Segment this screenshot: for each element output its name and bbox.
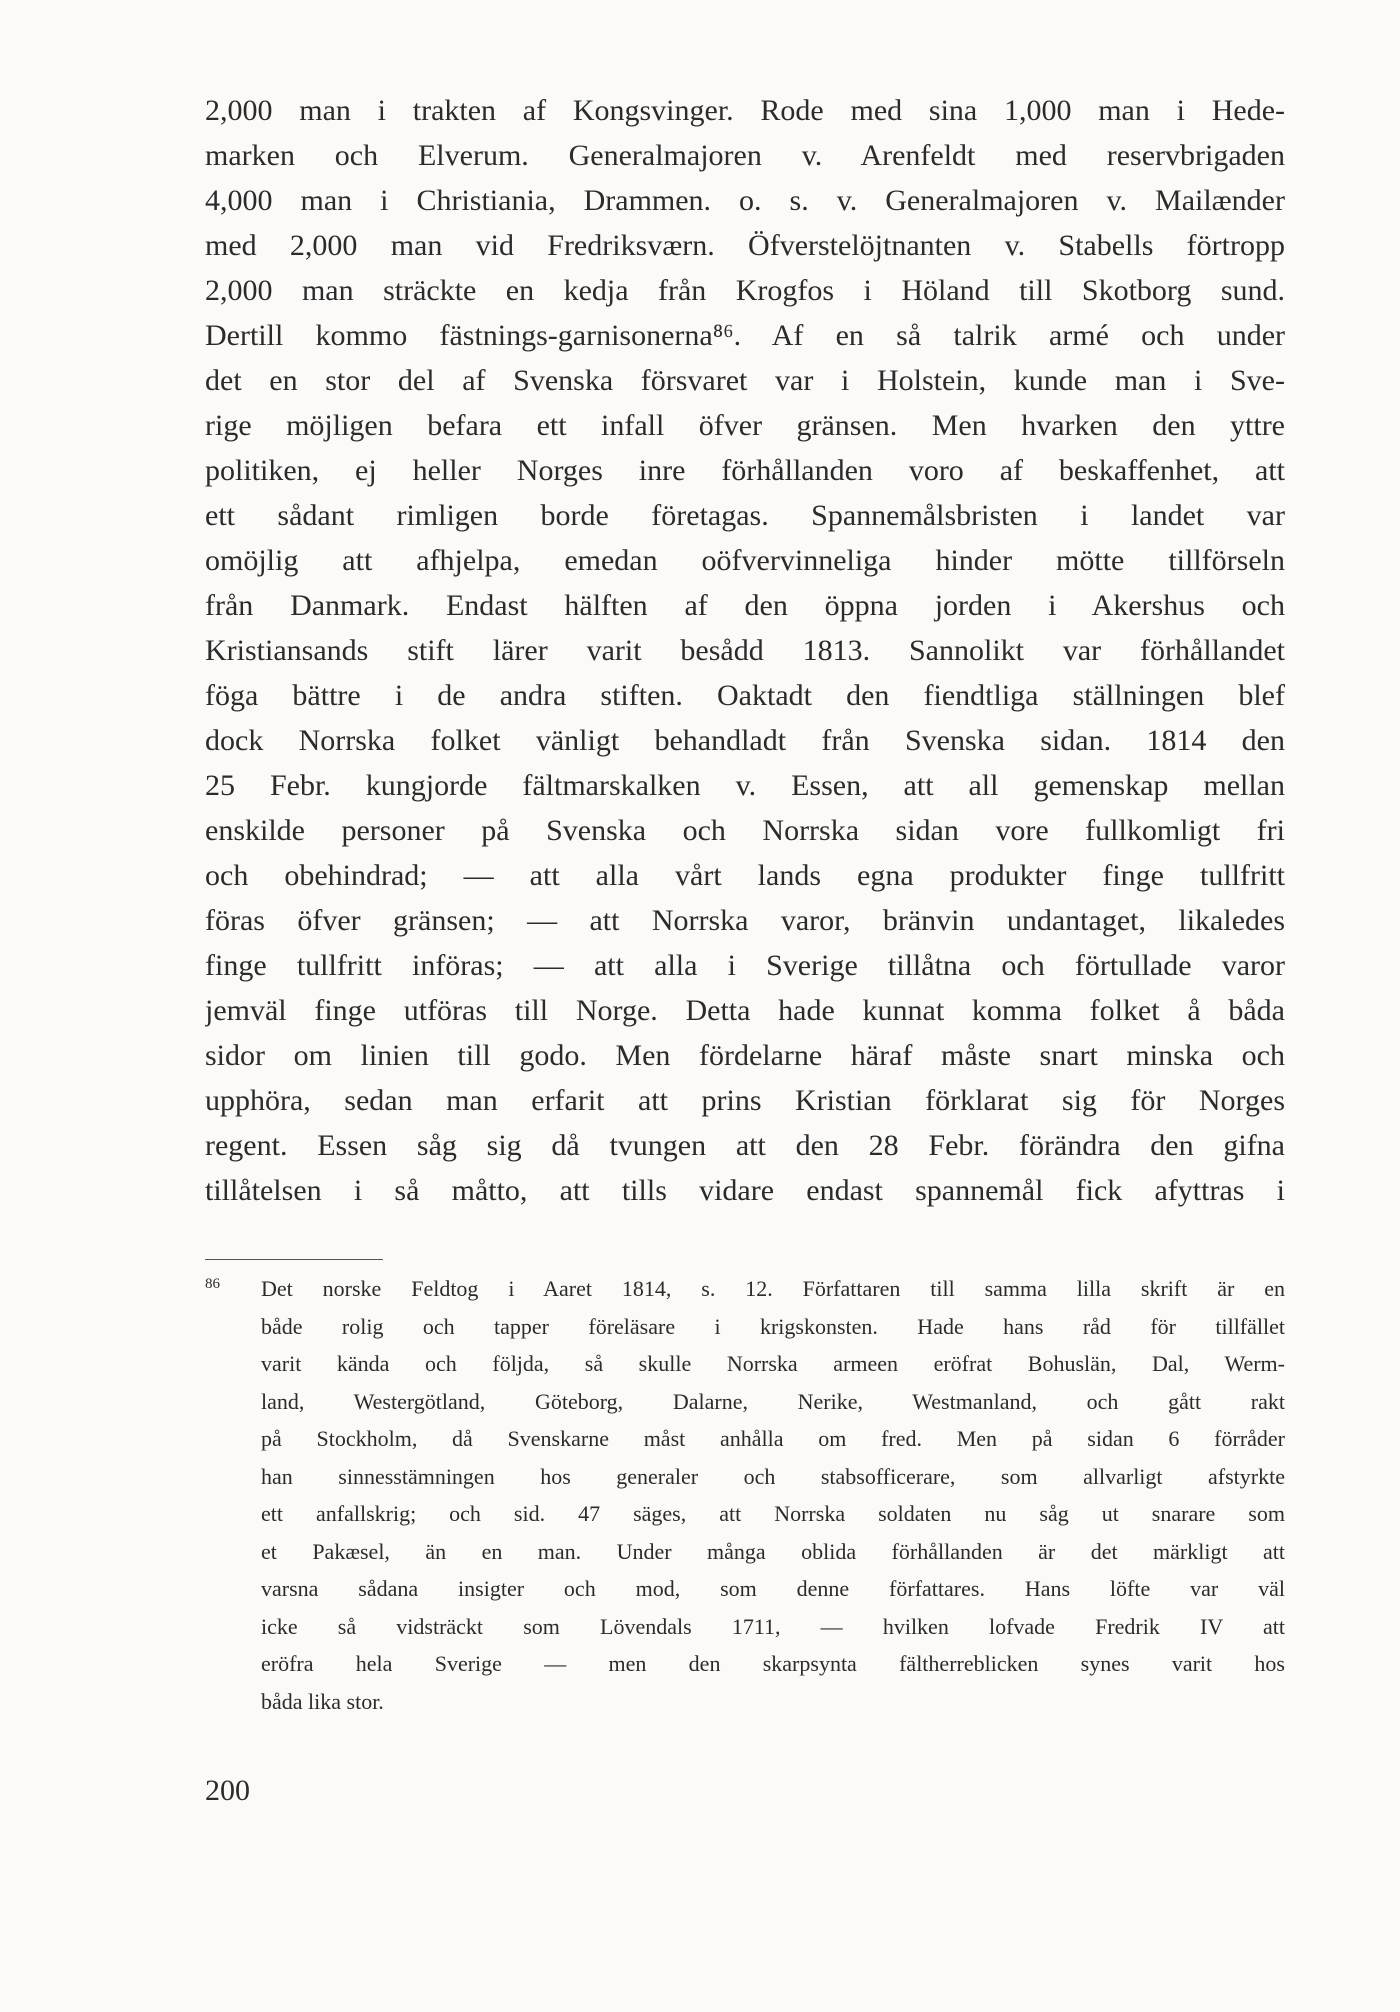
body-line: dock Norrska folket vänligt behandladt från Svenska sidan. 1814 den: [205, 724, 1285, 757]
body-line: regent. Essen såg sig då tvungen att den 28 Febr. förändra den gifna: [205, 1129, 1285, 1162]
body-line: 25 Febr. kungjorde fältmarskalken v. Essen, att all gemenskap mellan: [205, 769, 1285, 802]
footnote-line: varit kända och följda, så skulle Norrska armeen eröfrat Bohuslän, Dal, Werm-: [261, 1351, 1285, 1376]
body-line: upphöra, sedan man erfarit att prins Kristian förklarat sig för Norges: [205, 1084, 1285, 1117]
body-line: enskilde personer på Svenska och Norrska sidan vore fullkomligt fri: [205, 814, 1285, 847]
footnote-mark: 86: [205, 1276, 220, 1292]
footnote-line: båda lika stor.: [261, 1688, 384, 1714]
body-line: 2,000 man sträckte en kedja från Krogfos i Höland till Skotborg sund.: [205, 274, 1285, 307]
body-line: 4,000 man i Christiania, Drammen. o. s. v. Generalmajoren v. Mailænder: [205, 184, 1285, 217]
body-line: med 2,000 man vid Fredriksværn. Öfverstelöjtnanten v. Stabells förtropp: [205, 229, 1285, 262]
body-line: rige möjligen befara ett infall öfver gränsen. Men hvarken den yttre: [205, 409, 1285, 442]
footnote-line: ett anfallskrig; och sid. 47 säges, att Norrska soldaten nu såg ut snarare som: [261, 1501, 1285, 1526]
body-line: föga bättre i de andra stiften. Oaktadt den fiendtliga ställningen blef: [205, 679, 1285, 712]
body-line: jemväl finge utföras till Norge. Detta hade kunnat komma folket å båda: [205, 994, 1285, 1027]
body-line: tillåtelsen i så måtto, att tills vidare endast spannemål fick afyttras i: [205, 1174, 1285, 1207]
footnote-line: han sinnesstämningen hos generaler och stabsofficerare, som allvarligt afstyrkte: [261, 1463, 1285, 1489]
body-line: Dertill kommo fästnings-garnisonerna⁸⁶. Af en så talrik armé och under: [205, 319, 1285, 352]
body-line: sidor om linien till godo. Men fördelarne häraf måste snart minska och: [205, 1039, 1285, 1072]
body-line: från Danmark. Endast hälften af den öppna jorden i Akershus och: [205, 589, 1285, 622]
body-line: det en stor del af Svenska försvaret var i Holstein, kunde man i Sve-: [205, 364, 1285, 397]
body-line: finge tullfritt införas; — att alla i Sverige tillåtna och förtullade varor: [205, 949, 1285, 982]
footnote-line: på Stockholm, då Svenskarne måst anhålla om fred. Men på sidan 6 förråder: [261, 1426, 1285, 1451]
body-line: föras öfver gränsen; — att Norrska varor, bränvin undantaget, likaledes: [205, 904, 1285, 937]
page-number: 200: [205, 1774, 250, 1807]
footnote-line: et Pakæsel, än en man. Under många oblida förhållanden är det märkligt att: [261, 1538, 1285, 1564]
footnote-line: Det norske Feldtog i Aaret 1814, s. 12. Författaren till samma lilla skrift är en: [261, 1276, 1285, 1301]
body-text: [205, 88, 1285, 1213]
footnote-line: eröfra hela Sverige — men den skarpsynta fältherreblicken synes varit hos: [261, 1651, 1285, 1676]
footnote-divider: [205, 1259, 383, 1260]
footnote-line: både rolig och tapper föreläsare i krigskonsten. Hade hans råd för tillfället: [261, 1313, 1285, 1339]
body-line: ett sådant rimligen borde företagas. Spannemålsbristen i landet var: [205, 499, 1285, 532]
footnote: [205, 1270, 1285, 1720]
footnote-line: land, Westergötland, Göteborg, Dalarne, Nerike, Westmanland, och gått rakt: [261, 1388, 1285, 1414]
body-line: marken och Elverum. Generalmajoren v. Arenfeldt med reservbrigaden: [205, 139, 1285, 172]
footnote-line: icke så vidsträckt som Lövendals 1711, — hvilken lofvade Fredrik IV att: [261, 1613, 1285, 1639]
body-line: politiken, ej heller Norges inre förhållanden voro af beskaffenhet, att: [205, 454, 1285, 487]
body-line: och obehindrad; — att alla vårt lands egna produkter finge tullfritt: [205, 859, 1285, 892]
body-line: omöjlig att afhjelpa, emedan oöfvervinneliga hinder mötte tillförseln: [205, 544, 1285, 577]
body-line: Kristiansands stift lärer varit besådd 1813. Sannolikt var förhållandet: [205, 634, 1285, 667]
footnote-line: varsna sådana insigter och mod, som denne författares. Hans löfte var väl: [261, 1576, 1285, 1601]
body-line: 2,000 man i trakten af Kongsvinger. Rode med sina 1,000 man i Hede-: [205, 94, 1285, 127]
